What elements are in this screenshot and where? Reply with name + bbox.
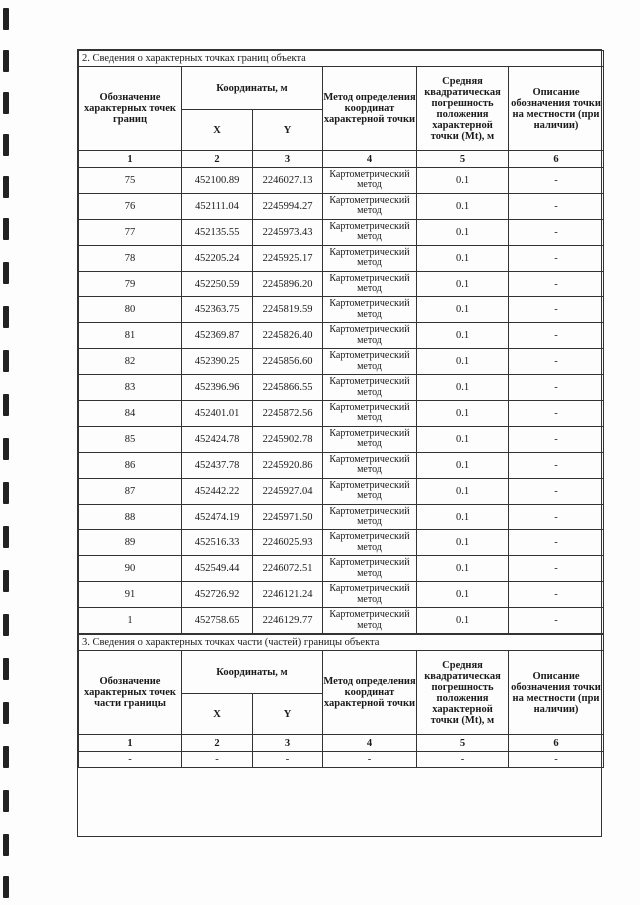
cell-method: Картометрический метод xyxy=(323,168,417,194)
table-row xyxy=(79,349,604,375)
cell-y: - xyxy=(253,752,323,768)
cell-error: - xyxy=(417,752,509,768)
binder-hole xyxy=(3,526,9,548)
cell-y: 2245971.50 xyxy=(253,504,323,530)
cell-description: - xyxy=(509,426,604,452)
col-number: 1 xyxy=(79,735,182,752)
col-method-header: Метод определения координат характерной точки xyxy=(323,651,417,735)
binder-hole xyxy=(3,702,9,724)
cell-method: Картометрический метод xyxy=(323,349,417,375)
cell-description: - xyxy=(509,752,604,768)
binder-hole xyxy=(3,746,9,768)
cell-point: - xyxy=(79,752,182,768)
section3-title: 3. Сведения о характерных точках части (частей) границы объекта xyxy=(79,635,604,651)
binder-hole xyxy=(3,218,9,240)
cell-description: - xyxy=(509,168,604,194)
cell-error: 0.1 xyxy=(417,168,509,194)
table-row xyxy=(79,271,604,297)
cell-point: 86 xyxy=(79,452,182,478)
cell-y: 2246072.51 xyxy=(253,556,323,582)
cell-description: - xyxy=(509,297,604,323)
cell-error: 0.1 xyxy=(417,530,509,556)
cell-method: Картометрический метод xyxy=(323,297,417,323)
cell-point: 1 xyxy=(79,608,182,634)
col-number: 3 xyxy=(253,151,323,168)
cell-point: 76 xyxy=(79,193,182,219)
cell-point: 79 xyxy=(79,271,182,297)
binder-hole xyxy=(3,350,9,372)
column-numbers-row xyxy=(79,151,604,168)
cell-method: Картометрический метод xyxy=(323,219,417,245)
binder-hole xyxy=(3,876,9,898)
binder-hole xyxy=(3,614,9,636)
cell-x: 452135.55 xyxy=(182,219,253,245)
cell-method: Картометрический метод xyxy=(323,504,417,530)
cell-description: - xyxy=(509,556,604,582)
col-coords-header: Координаты, м xyxy=(182,651,323,694)
cell-error: 0.1 xyxy=(417,297,509,323)
binder-hole xyxy=(3,394,9,416)
cell-description: - xyxy=(509,401,604,427)
cell-error: 0.1 xyxy=(417,219,509,245)
binder-hole xyxy=(3,482,9,504)
table-row xyxy=(79,530,604,556)
binder-hole xyxy=(3,570,9,592)
section2-table xyxy=(78,50,604,634)
cell-error: 0.1 xyxy=(417,452,509,478)
table-row xyxy=(79,375,604,401)
column-numbers-row xyxy=(79,735,604,752)
cell-method: Картометрический метод xyxy=(323,323,417,349)
col-coords-header: Координаты, м xyxy=(182,67,323,110)
col-point-name-header: Обозначение характерных точек части границы xyxy=(79,651,182,735)
cell-error: 0.1 xyxy=(417,375,509,401)
cell-x: 452250.59 xyxy=(182,271,253,297)
cell-error: 0.1 xyxy=(417,608,509,634)
cell-method: Картометрический метод xyxy=(323,582,417,608)
binder-hole xyxy=(3,176,9,198)
cell-y: 2245994.27 xyxy=(253,193,323,219)
binder-hole xyxy=(3,134,9,156)
cell-error: 0.1 xyxy=(417,193,509,219)
cell-point: 75 xyxy=(79,168,182,194)
cell-x: 452726.92 xyxy=(182,582,253,608)
table-row xyxy=(79,608,604,634)
table-row xyxy=(79,556,604,582)
col-number: 6 xyxy=(509,151,604,168)
cell-method: Картометрический метод xyxy=(323,401,417,427)
cell-x: 452442.22 xyxy=(182,478,253,504)
section3-table xyxy=(78,634,604,768)
col-x-header: X xyxy=(182,110,253,151)
cell-y: 2245819.59 xyxy=(253,297,323,323)
cell-point: 87 xyxy=(79,478,182,504)
cell-x: 452396.96 xyxy=(182,375,253,401)
cell-method: - xyxy=(323,752,417,768)
cell-y: 2245902.78 xyxy=(253,426,323,452)
cell-x: 452474.19 xyxy=(182,504,253,530)
cell-description: - xyxy=(509,504,604,530)
cell-point: 90 xyxy=(79,556,182,582)
document-page xyxy=(77,49,602,837)
cell-description: - xyxy=(509,478,604,504)
cell-point: 83 xyxy=(79,375,182,401)
cell-y: 2246121.24 xyxy=(253,582,323,608)
cell-description: - xyxy=(509,530,604,556)
binder-hole xyxy=(3,262,9,284)
col-number: 5 xyxy=(417,151,509,168)
cell-description: - xyxy=(509,245,604,271)
cell-point: 81 xyxy=(79,323,182,349)
cell-x: 452549.44 xyxy=(182,556,253,582)
col-description-header: Описание обозначения точки на местности (при наличии) xyxy=(509,651,604,735)
col-y-header: Y xyxy=(253,110,323,151)
table-row xyxy=(79,478,604,504)
cell-error: 0.1 xyxy=(417,323,509,349)
col-error-header: Средняя квадратическая погрешность положения характерной точки (Mt), м xyxy=(417,651,509,735)
binder-hole xyxy=(3,50,9,72)
cell-description: - xyxy=(509,375,604,401)
cell-x: 452437.78 xyxy=(182,452,253,478)
col-y-header: Y xyxy=(253,694,323,735)
cell-method: Картометрический метод xyxy=(323,530,417,556)
col-method-header: Метод определения координат характерной точки xyxy=(323,67,417,151)
cell-y: 2246027.13 xyxy=(253,168,323,194)
table-row xyxy=(79,582,604,608)
col-number: 4 xyxy=(323,151,417,168)
binder-hole xyxy=(3,438,9,460)
cell-point: 89 xyxy=(79,530,182,556)
cell-method: Картометрический метод xyxy=(323,452,417,478)
cell-error: 0.1 xyxy=(417,245,509,271)
cell-x: 452516.33 xyxy=(182,530,253,556)
col-point-name-header: Обозначение характерных точек границ xyxy=(79,67,182,151)
cell-y: 2245856.60 xyxy=(253,349,323,375)
cell-point: 80 xyxy=(79,297,182,323)
cell-error: 0.1 xyxy=(417,271,509,297)
cell-point: 88 xyxy=(79,504,182,530)
table-row xyxy=(79,752,604,768)
table-row xyxy=(79,297,604,323)
cell-description: - xyxy=(509,271,604,297)
cell-point: 82 xyxy=(79,349,182,375)
cell-method: Картометрический метод xyxy=(323,426,417,452)
cell-point: 91 xyxy=(79,582,182,608)
binder-hole xyxy=(3,92,9,114)
binder-hole xyxy=(3,306,9,328)
cell-method: Картометрический метод xyxy=(323,271,417,297)
cell-description: - xyxy=(509,349,604,375)
cell-method: Картометрический метод xyxy=(323,245,417,271)
col-description-header: Описание обозначения точки на местности (при наличии) xyxy=(509,67,604,151)
cell-description: - xyxy=(509,452,604,478)
table-row xyxy=(79,504,604,530)
col-number: 5 xyxy=(417,735,509,752)
cell-point: 77 xyxy=(79,219,182,245)
cell-point: 84 xyxy=(79,401,182,427)
table-row xyxy=(79,452,604,478)
cell-y: 2245920.86 xyxy=(253,452,323,478)
table-row xyxy=(79,168,604,194)
cell-description: - xyxy=(509,193,604,219)
binder-hole xyxy=(3,8,9,30)
binder-hole xyxy=(3,658,9,680)
cell-x: 452100.89 xyxy=(182,168,253,194)
table-row xyxy=(79,426,604,452)
cell-method: Картометрический метод xyxy=(323,608,417,634)
cell-y: 2245925.17 xyxy=(253,245,323,271)
cell-y: 2245927.04 xyxy=(253,478,323,504)
cell-point: 85 xyxy=(79,426,182,452)
cell-error: 0.1 xyxy=(417,401,509,427)
col-error-header: Средняя квадратическая погрешность положения характерной точки (Mt), м xyxy=(417,67,509,151)
binder-hole xyxy=(3,834,9,856)
cell-description: - xyxy=(509,323,604,349)
cell-method: Картометрический метод xyxy=(323,478,417,504)
cell-description: - xyxy=(509,219,604,245)
table-row xyxy=(79,401,604,427)
cell-description: - xyxy=(509,582,604,608)
cell-x: 452111.04 xyxy=(182,193,253,219)
cell-y: 2245896.20 xyxy=(253,271,323,297)
cell-y: 2246025.93 xyxy=(253,530,323,556)
cell-x: - xyxy=(182,752,253,768)
cell-x: 452369.87 xyxy=(182,323,253,349)
cell-y: 2245826.40 xyxy=(253,323,323,349)
table-row xyxy=(79,245,604,271)
cell-x: 452363.75 xyxy=(182,297,253,323)
col-number: 3 xyxy=(253,735,323,752)
cell-error: 0.1 xyxy=(417,504,509,530)
cell-error: 0.1 xyxy=(417,556,509,582)
cell-error: 0.1 xyxy=(417,426,509,452)
col-number: 4 xyxy=(323,735,417,752)
cell-x: 452758.65 xyxy=(182,608,253,634)
cell-y: 2245872.56 xyxy=(253,401,323,427)
cell-y: 2245866.55 xyxy=(253,375,323,401)
cell-x: 452205.24 xyxy=(182,245,253,271)
cell-x: 452390.25 xyxy=(182,349,253,375)
col-number: 6 xyxy=(509,735,604,752)
cell-x: 452424.78 xyxy=(182,426,253,452)
cell-y: 2246129.77 xyxy=(253,608,323,634)
cell-x: 452401.01 xyxy=(182,401,253,427)
binder-holes xyxy=(3,0,11,905)
cell-method: Картометрический метод xyxy=(323,375,417,401)
cell-method: Картометрический метод xyxy=(323,556,417,582)
cell-y: 2245973.43 xyxy=(253,219,323,245)
cell-description: - xyxy=(509,608,604,634)
cell-method: Картометрический метод xyxy=(323,193,417,219)
cell-point: 78 xyxy=(79,245,182,271)
col-x-header: X xyxy=(182,694,253,735)
table-row xyxy=(79,323,604,349)
section2-title: 2. Сведения о характерных точках границ объекта xyxy=(79,51,604,67)
table-row xyxy=(79,219,604,245)
table-row xyxy=(79,193,604,219)
cell-error: 0.1 xyxy=(417,582,509,608)
binder-hole xyxy=(3,790,9,812)
cell-error: 0.1 xyxy=(417,349,509,375)
col-number: 1 xyxy=(79,151,182,168)
col-number: 2 xyxy=(182,735,253,752)
cell-error: 0.1 xyxy=(417,478,509,504)
col-number: 2 xyxy=(182,151,253,168)
